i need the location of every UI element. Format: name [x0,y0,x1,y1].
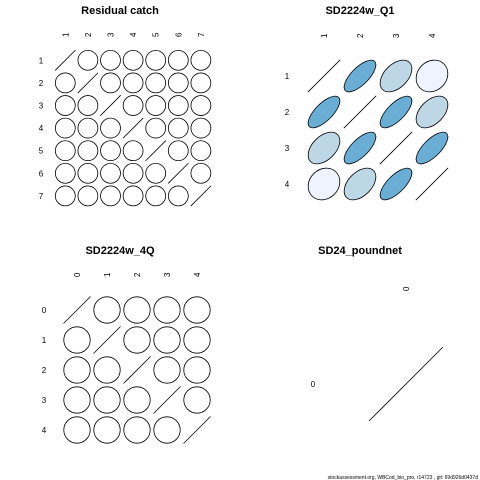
correlation-ellipse [58,381,95,418]
diagonal-mark [369,347,443,421]
column-label: 0 [73,272,82,277]
diagonal-mark [416,168,448,200]
correlation-ellipse [164,91,192,119]
correlation-ellipse [187,137,215,165]
correlation-ellipse [88,411,125,448]
column-label: 1 [320,33,329,38]
diagonal-mark [94,327,121,354]
correlation-ellipse [118,321,155,358]
diagonal-mark [146,141,166,161]
correlation-ellipse [411,127,452,168]
correlation-ellipse [58,321,95,358]
correlation-ellipse [142,159,170,187]
correlation-ellipse [148,321,185,358]
correlation-ellipse [58,351,95,388]
diagonal-mark [78,73,98,93]
panel-title: SD2224w_Q1 [325,5,395,17]
correlation-ellipse [51,159,79,187]
footer-credit: stockassessment.org, WBCod_bio_pro, r14723 , git: 69d926d0437d [327,475,478,480]
panel-title: Residual catch [81,5,159,17]
correlation-ellipse [164,137,192,165]
column-label: 7 [196,32,206,37]
row-label: 5 [38,146,44,156]
correlation-ellipse [302,162,347,207]
correlation-ellipse [142,182,170,210]
correlation-ellipse [148,291,185,328]
correlation-ellipse [142,69,170,97]
row-label: 2 [41,366,47,375]
diagonal-mark [124,357,151,384]
correlation-ellipse [118,411,155,448]
correlation-ellipse [303,91,344,132]
correlation-ellipse [339,55,380,96]
correlation-ellipse [74,137,102,165]
correlation-ellipse [96,182,124,210]
column-label: 5 [151,32,161,37]
correlation-ellipse [74,46,102,74]
correlation-ellipse [164,69,192,97]
column-label: 0 [402,286,411,291]
panel-residual-catch [39,5,215,210]
diagonal-mark [168,163,188,183]
correlation-ellipse [178,351,215,388]
row-label: 4 [38,124,44,134]
panel-sd2224w-q1 [285,5,455,206]
row-label: 7 [38,191,44,201]
row-label: 1 [284,72,290,81]
correlation-ellipse [119,137,147,165]
diagonal-mark [123,118,143,138]
correlation-ellipse [119,69,147,97]
row-label: 2 [38,78,44,88]
correlation-ellipse [118,381,155,418]
correlation-ellipse [96,114,124,142]
diagonal-mark [100,95,120,115]
column-label: 2 [356,33,365,38]
correlation-ellipse [74,159,102,187]
correlation-ellipse [51,69,79,97]
correlation-ellipse [51,182,79,210]
correlation-ellipse [96,69,124,97]
row-label: 1 [41,336,47,345]
diagonal-mark [184,417,211,444]
column-label: 4 [428,33,437,38]
row-label: 4 [284,180,290,189]
diagonal-mark [191,186,211,206]
correlation-ellipse [302,126,346,170]
row-label: 0 [310,380,316,389]
column-label: 1 [103,272,112,277]
correlation-ellipse [51,91,79,119]
panel-title: SD24_poundnet [318,245,402,257]
row-label: 4 [41,426,47,435]
diagonal-mark [64,297,91,324]
correlation-ellipse [187,69,215,97]
correlation-ellipse [187,159,215,187]
correlation-ellipse [375,91,416,132]
correlation-ellipse [374,54,418,98]
column-label: 2 [83,32,93,37]
correlation-ellipse [88,381,125,418]
correlation-ellipse [148,411,185,448]
correlation-ellipse [51,114,79,142]
correlation-ellipse [142,46,170,74]
column-label: 2 [133,272,142,277]
row-label: 3 [38,101,44,111]
correlation-ellipse [96,46,124,74]
correlation-ellipse [119,46,147,74]
diagonal-mark [344,96,376,128]
column-label: 6 [174,32,184,37]
diagonal-mark [380,132,412,164]
correlation-ellipse [74,182,102,210]
correlation-ellipse [187,46,215,74]
column-label: 4 [129,32,139,37]
correlation-ellipse [164,114,192,142]
correlation-ellipse [178,381,215,418]
column-label: 3 [106,32,116,37]
correlation-ellipse [375,163,416,204]
correlation-ellipse [187,91,215,119]
column-label: 4 [193,272,202,277]
correlation-ellipse [88,351,125,388]
correlation-ellipse [119,182,147,210]
row-label: 0 [41,306,47,315]
correlation-ellipse [164,46,192,74]
column-label: 1 [61,32,71,37]
correlation-ellipse [88,291,125,328]
column-label: 3 [392,33,401,38]
correlation-ellipse [178,291,215,328]
correlation-ellipse [148,351,185,388]
correlation-ellipse [338,162,382,206]
correlation-ellipse [119,91,147,119]
panel-sd24-poundnet [311,245,443,421]
correlation-ellipse [119,159,147,187]
row-label: 2 [284,108,290,117]
correlation-ellipse [339,127,380,168]
diagonal-mark [308,60,340,92]
correlation-ellipse [178,321,215,358]
correlation-ellipse [164,182,192,210]
correlation-ellipse [74,91,102,119]
correlation-ellipse [187,114,215,142]
correlation-ellipse [410,54,455,99]
correlation-ellipse [142,114,170,142]
correlation-ellipse [118,291,155,328]
row-label: 1 [38,56,44,66]
diagonal-mark [154,387,181,414]
panel-title: SD2224w_4Q [85,245,155,257]
correlation-ellipse [410,90,454,134]
panel-sd2224w-4q [42,245,216,449]
row-label: 3 [284,144,290,153]
correlation-ellipse [96,159,124,187]
diagonal-mark [55,50,75,70]
row-label: 3 [41,396,47,405]
row-label: 6 [38,169,44,179]
correlation-ellipse [51,137,79,165]
correlation-ellipse [96,137,124,165]
correlation-ellipse [58,411,95,448]
correlation-ellipse [74,114,102,142]
column-label: 3 [163,272,172,277]
correlation-ellipse [142,91,170,119]
